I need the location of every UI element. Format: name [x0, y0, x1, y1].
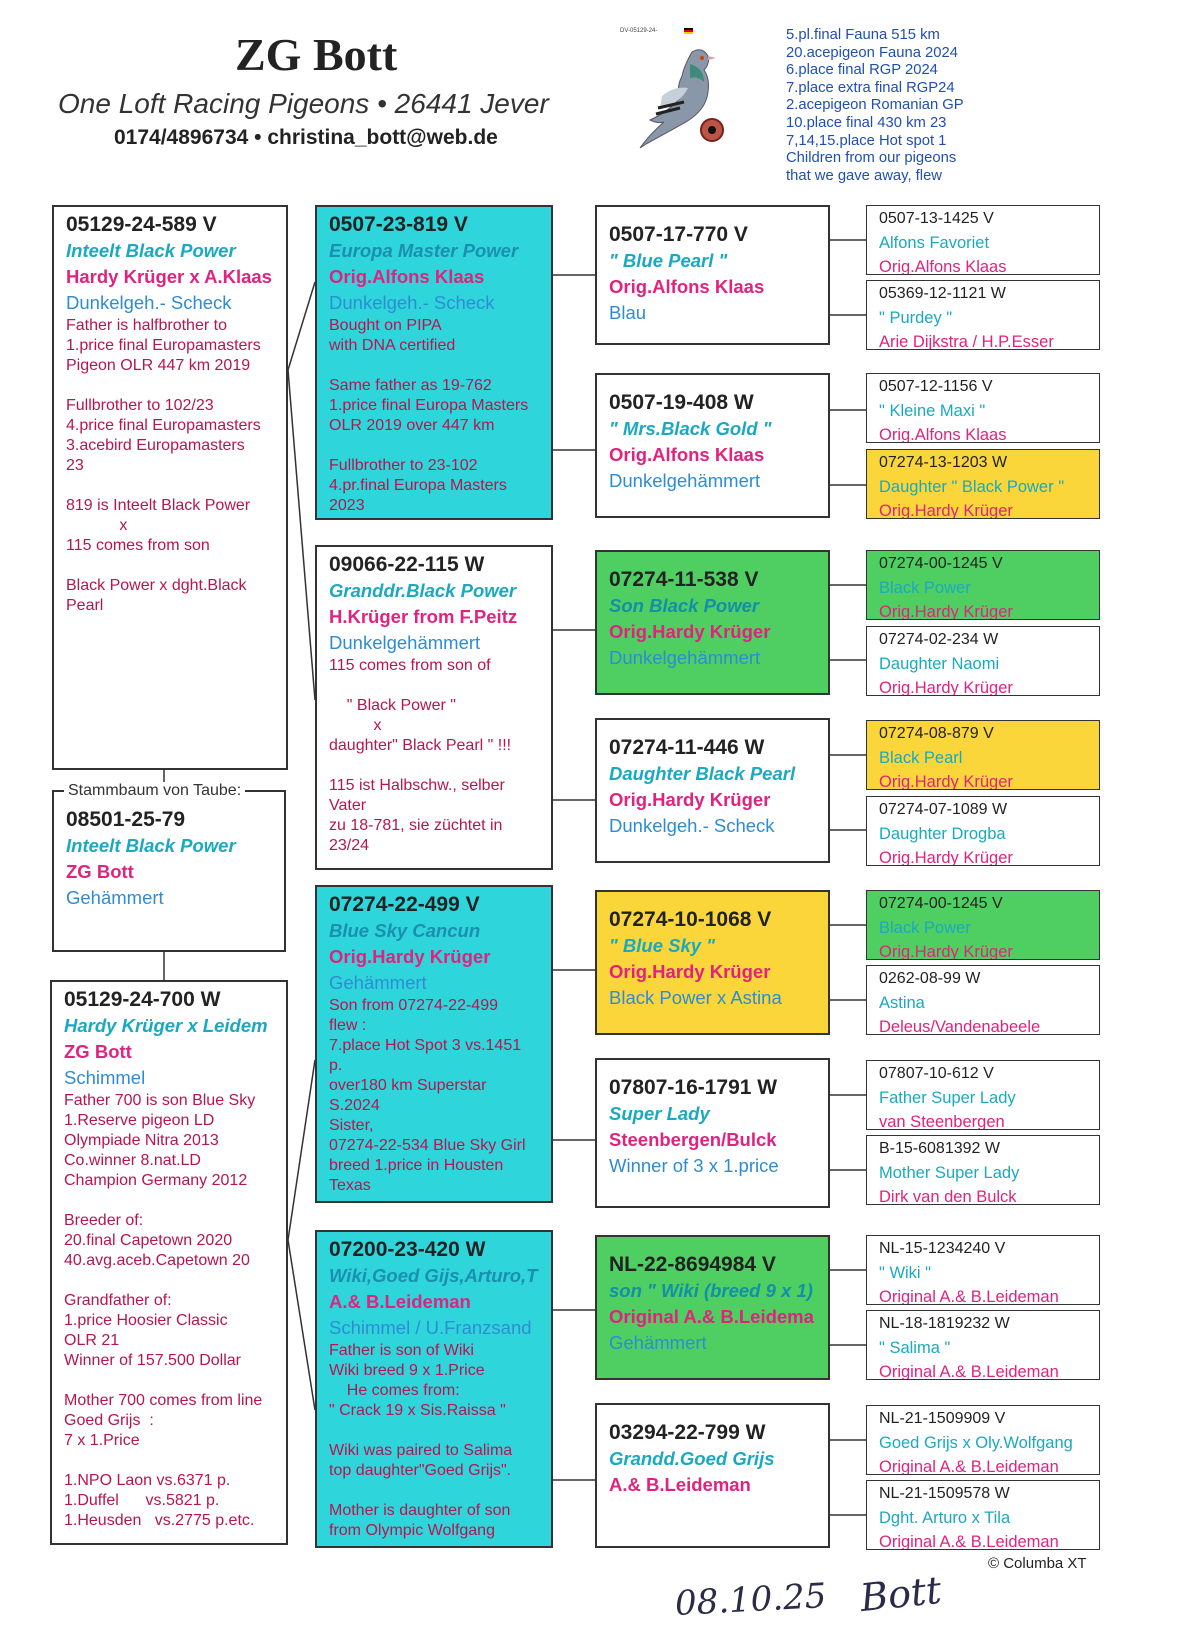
breeder: A.& B.Leideman — [329, 1291, 471, 1312]
pigeon-name: Son Black Power — [609, 595, 760, 616]
ring-number: NL-21-1509578 W — [879, 1485, 1010, 1502]
great-grandparent-card — [866, 373, 1100, 443]
great-grandparent-card — [866, 720, 1100, 790]
note-line: OLR 2019 over 447 km — [329, 417, 495, 434]
note-line: " Black Power " — [329, 697, 456, 714]
ring-number: 08501-25-79 — [66, 808, 186, 831]
ring-number: 03294-22-799 W — [609, 1421, 766, 1444]
note-line: Father 700 is son Blue Sky — [64, 1092, 256, 1109]
breeder: van Steenbergen — [879, 1113, 1005, 1130]
breeder: Orig.Alfons Klaas — [609, 276, 765, 297]
breeder: Original A.& B.Leideman — [879, 1458, 1059, 1475]
breeder: Original A.& B.Leideman — [879, 1288, 1059, 1305]
great-grandparent-card — [866, 890, 1100, 960]
breeder: Orig.Hardy Krüger — [609, 789, 771, 810]
pigeon-name: Daughter Naomi — [879, 655, 1000, 673]
note-line — [66, 556, 278, 576]
note-line: from Olympic Wolfgang — [329, 1522, 495, 1539]
breeder: Orig.Hardy Krüger — [879, 603, 1013, 620]
note-line: 1.price final Europamasters — [66, 337, 261, 354]
note-line: S.2024 — [329, 1097, 380, 1114]
breeder: Deleus/Vandenabeele — [879, 1018, 1041, 1035]
grandparent-card — [595, 205, 830, 345]
breeder: Orig.Alfons Klaas — [879, 258, 1007, 275]
ring-number: 07274-10-1068 V — [609, 908, 772, 931]
parent-card — [315, 205, 553, 520]
note-line: Fullbrother to 102/23 — [66, 397, 214, 414]
note-line: 23 — [66, 457, 84, 474]
breeder: Original A.& B.Leideman — [879, 1533, 1059, 1550]
great-grandparent-card — [866, 550, 1100, 620]
note-line: p. — [329, 1057, 343, 1074]
pigeon-name: Black Power — [879, 919, 971, 937]
note-line: zu 18-781, sie züchtet in — [329, 817, 503, 834]
breeder: Orig.Hardy Krüger — [879, 943, 1013, 960]
color: Black Power x Astina — [609, 987, 782, 1008]
note-line: Mother is daughter of son — [329, 1502, 511, 1519]
note-line: 3.acebird Europamasters — [66, 437, 245, 454]
pigeon-name: Daughter Black Pearl — [609, 763, 796, 784]
note-line: He comes from: — [329, 1382, 460, 1399]
note-line — [64, 1271, 278, 1291]
ring-number: 07200-23-420 W — [329, 1238, 486, 1261]
color: Gehämmert — [609, 1332, 707, 1353]
great-grandparent-card — [866, 796, 1100, 866]
note-line: Texas — [329, 1177, 371, 1194]
note-line: Black Power x dght.Black — [66, 577, 247, 594]
pigeon-name: " Blue Sky " — [609, 935, 715, 956]
note-line: 4.pr.final Europa Masters — [329, 477, 507, 494]
great-grandparent-card — [866, 1480, 1100, 1550]
note-line: Bought on PIPA — [329, 317, 442, 334]
note-line: OLR 21 — [64, 1332, 120, 1349]
great-grandparent-card — [866, 1060, 1100, 1130]
pigeon-name: Hardy Krüger x Leidem — [64, 1015, 268, 1036]
pigeon-name: Grandd.Goed Grijs — [609, 1448, 775, 1469]
pigeon-name: Father Super Lady — [879, 1089, 1016, 1107]
great-grandparent-card — [866, 1310, 1100, 1380]
grandparent-card — [595, 373, 830, 518]
breeder: Orig.Hardy Krüger — [879, 773, 1013, 790]
ring-number: 07274-13-1203 W — [879, 454, 1008, 471]
note-line: 23/24 — [329, 837, 370, 854]
achievement-item: 7,14,15.place Hot spot 1 — [786, 132, 947, 149]
pigeon-name: Alfons Favoriet — [879, 234, 990, 252]
pigeon-name: Granddr.Black Power — [329, 580, 517, 601]
grandparent-card — [595, 890, 830, 1035]
color: Schimmel — [64, 1067, 146, 1088]
parent-card — [315, 1230, 553, 1548]
note-line: 2023 — [329, 497, 365, 514]
pigeon-name: Daughter " Black Power " — [879, 478, 1065, 496]
color: Gehämmert — [329, 972, 427, 993]
ring-number: 07274-08-879 V — [879, 725, 994, 742]
breeder: Orig.Alfons Klaas — [609, 444, 765, 465]
breeder: ZG Bott — [66, 861, 134, 882]
breeder: Original A.& B.Leideman — [879, 1363, 1059, 1380]
note-line: 115 comes from son of — [329, 657, 491, 674]
note-line: 07274-22-534 Blue Sky Girl — [329, 1137, 526, 1154]
breeder: A.& B.Leideman — [609, 1474, 751, 1495]
note-line: Vater — [329, 797, 367, 814]
great-grandparent-card — [866, 626, 1100, 696]
subject-card — [52, 205, 288, 770]
note-line: over180 km Superstar — [329, 1077, 487, 1094]
pigeon-name: Blue Sky Cancun — [329, 920, 481, 941]
pigeon-name: " Mrs.Black Gold " — [609, 418, 772, 439]
ring-number: B-15-6081392 W — [879, 1140, 1000, 1157]
ring-number: 09066-22-115 W — [329, 553, 485, 576]
note-line — [329, 356, 543, 376]
pigeon-name: " Kleine Maxi " — [879, 402, 986, 420]
note-line: Winner of 157.500 Dollar — [64, 1352, 241, 1369]
note-line: Grandfather of: — [64, 1292, 172, 1309]
pigeon-name: Astina — [879, 994, 925, 1012]
breeder: Orig.Hardy Krüger — [879, 849, 1013, 866]
note-line — [329, 1421, 543, 1441]
pigeon-name: " Salima " — [879, 1339, 951, 1357]
note-line: 1.NPO Laon vs.6371 p. — [64, 1472, 231, 1489]
achievement-item: 10.place final 430 km 23 — [786, 114, 947, 131]
note-line: 115 ist Halbschw., selber — [329, 777, 505, 794]
ring-number: 0507-12-1156 V — [879, 378, 993, 395]
breeder: Orig.Hardy Krüger — [609, 961, 771, 982]
note-line: Pearl — [66, 597, 104, 614]
breeder: Orig.Hardy Krüger — [609, 621, 771, 642]
stammbaum-label: Stammbaum von Taube: — [64, 782, 245, 800]
note-line: 1.price Hoosier Classic — [64, 1312, 228, 1329]
ring-number: 07274-00-1245 V — [879, 895, 1003, 912]
grandparent-card — [595, 550, 830, 695]
great-grandparent-card — [866, 449, 1100, 519]
breeder: ZG Bott — [64, 1041, 132, 1062]
copyright: © Columba XT — [988, 1555, 1087, 1572]
great-grandparent-card — [866, 1135, 1100, 1205]
achievement-item: Children from our pigeons — [786, 150, 957, 167]
breeder: Orig.Alfons Klaas — [879, 426, 1007, 443]
breeder: Original A.& B.Leidema — [609, 1306, 814, 1327]
note-line: 115 comes from son — [66, 537, 210, 554]
note-line — [329, 436, 543, 456]
note-line — [329, 1481, 543, 1501]
pigeon-name: Black Pearl — [879, 749, 963, 767]
header-contact: 0174/4896734 • christina_bott@web.de — [114, 126, 498, 149]
color: Dunkelgeh.- Scheck — [329, 292, 495, 313]
breeder: Orig.Hardy Krüger — [329, 946, 491, 967]
note-line: " Crack 19 x Sis.Raissa " — [329, 1402, 506, 1419]
note-line — [64, 1191, 278, 1211]
pigeon-name: " Wiki " — [879, 1264, 932, 1282]
achievement-item: that we gave away, flew — [786, 167, 942, 184]
note-line: 1.price final Europa Masters — [329, 397, 529, 414]
note-line: Son from 07274-22-499 — [329, 997, 498, 1014]
color: Dunkelgehämmert — [329, 632, 481, 653]
note-line: x — [66, 517, 128, 534]
great-grandparent-card — [866, 1405, 1100, 1475]
note-line: Goed Grijs : — [64, 1412, 154, 1429]
photo-caption: DV-05129-24- — [620, 28, 658, 34]
note-line: Fullbrother to 23-102 — [329, 457, 478, 474]
note-line — [64, 1451, 278, 1471]
header-title: ZG Bott — [235, 29, 398, 80]
handwritten-date: 08.10.25 — [674, 1576, 828, 1624]
note-line: 7.place Hot Spot 3 vs.1451 — [329, 1037, 522, 1054]
breeder: H.Krüger from F.Peitz — [329, 606, 518, 627]
header-subtitle: One Loft Racing Pigeons • 26441 Jever — [58, 88, 549, 119]
ring-number: 0507-23-819 V — [329, 213, 468, 236]
color: Dunkelgeh.- Scheck — [66, 292, 232, 313]
note-line — [66, 376, 278, 396]
note-line: Breeder of: — [64, 1212, 144, 1229]
pigeon-name: Inteelt Black Power — [66, 835, 236, 856]
pigeon-name: Black Power — [879, 579, 971, 597]
grandparent-card — [595, 1403, 830, 1548]
note-line: Father is son of Wiki — [329, 1342, 474, 1359]
ring-number: 0507-17-770 V — [609, 223, 748, 246]
note-line: Pigeon OLR 447 km 2019 — [66, 357, 251, 374]
ring-number: 05129-24-700 W — [64, 988, 221, 1011]
achievement-item: 5.pl.final Fauna 515 km — [786, 27, 940, 43]
note-line: 7 x 1.Price — [64, 1432, 140, 1449]
grandparent-card — [595, 718, 830, 863]
ring-number: 0262-08-99 W — [879, 970, 981, 987]
note-line: Sister, — [329, 1117, 374, 1134]
note-line: Wiki was paired to Salima — [329, 1442, 513, 1459]
ring-number: NL-15-1234240 V — [879, 1240, 1006, 1257]
color: Blau — [609, 302, 647, 323]
note-line: daughter" Black Pearl " !!! — [329, 737, 512, 754]
ring-number: 07274-22-499 V — [329, 893, 480, 916]
color: Schimmel / U.Franzsand — [329, 1317, 532, 1338]
pigeon-name: " Blue Pearl " — [609, 250, 728, 271]
breeder: Hardy Krüger x A.Klaas — [66, 266, 272, 287]
breeder: Orig.Hardy Krüger — [879, 679, 1013, 696]
pigeon-name: " Purdey " — [879, 309, 953, 327]
ring-number: 05129-24-589 V — [66, 213, 217, 236]
signature: Bott — [857, 1567, 944, 1621]
parent-card — [315, 885, 553, 1203]
achievement-item: 20.acepigeon Fauna 2024 — [786, 44, 958, 61]
note-line: 819 is Inteelt Black Power — [66, 497, 251, 514]
great-grandparent-card — [866, 205, 1100, 275]
note-line: 1.Heusden vs.2775 p.etc. — [64, 1512, 255, 1529]
note-line: Champion Germany 2012 — [64, 1172, 248, 1189]
ring-number: NL-21-1509909 V — [879, 1410, 1006, 1427]
ring-number: 07807-16-1791 W — [609, 1076, 778, 1099]
pigeon-name: Daughter Drogba — [879, 825, 1006, 843]
note-line: top daughter"Goed Grijs". — [329, 1462, 512, 1479]
ring-number: 07274-00-1245 V — [879, 555, 1003, 572]
pigeon-name: Mother Super Lady — [879, 1164, 1020, 1182]
color: Dunkelgehämmert — [609, 647, 761, 668]
ring-number: 07274-11-446 W — [609, 736, 765, 759]
note-line: Same father as 19-762 — [329, 377, 492, 394]
note-line: 1.Reserve pigeon LD — [64, 1112, 215, 1129]
pigeon-name: Inteelt Black Power — [66, 240, 236, 261]
note-line: with DNA certified — [329, 337, 456, 354]
note-line: Co.winner 8.nat.LD — [64, 1152, 201, 1169]
note-line: 4.price final Europamasters — [66, 417, 261, 434]
note-line: x — [329, 717, 382, 734]
ring-number: 0507-19-408 W — [609, 391, 754, 414]
breeder: Dirk van den Bulck — [879, 1188, 1017, 1205]
note-line: 20.final Capetown 2020 — [64, 1232, 233, 1249]
achievement-item: 7.place extra final RGP24 — [786, 79, 955, 96]
note-line: 40.avg.aceb.Capetown 20 — [64, 1252, 250, 1269]
ring-number: 05369-12-1121 W — [879, 285, 1006, 302]
parent-card — [315, 545, 553, 870]
pigeon-name: Super Lady — [609, 1103, 710, 1124]
great-grandparent-card — [866, 965, 1100, 1035]
pigeon-name: Europa Master Power — [329, 240, 519, 261]
grandparent-card — [595, 1235, 830, 1380]
ring-number: NL-18-1819232 W — [879, 1315, 1010, 1332]
note-line: 1.Duffel vs.5821 p. — [64, 1492, 220, 1509]
breeder: Orig.Alfons Klaas — [329, 266, 485, 287]
note-line — [66, 476, 278, 496]
note-line — [64, 1371, 278, 1391]
pigeon-name: son " Wiki (breed 9 x 1) — [609, 1280, 813, 1301]
ring-number: NL-22-8694984 V — [609, 1253, 776, 1276]
color: Gehämmert — [66, 887, 164, 908]
ring-number: 07274-07-1089 W — [879, 801, 1008, 818]
stammbaum-card — [52, 790, 286, 952]
note-line: Olympiade Nitra 2013 — [64, 1132, 219, 1149]
great-grandparent-card — [866, 1235, 1100, 1305]
note-line — [329, 756, 543, 776]
ring-number: 0507-13-1425 V — [879, 210, 994, 227]
note-line: breed 1.price in Housten — [329, 1157, 504, 1174]
pigeon-name: Dght. Arturo x Tila — [879, 1509, 1011, 1527]
color: Dunkelgehämmert — [609, 470, 761, 491]
note-line: Wiki breed 9 x 1.Price — [329, 1362, 485, 1379]
ring-number: 07274-02-234 W — [879, 631, 999, 648]
note-line: Father is halfbrother to — [66, 317, 227, 334]
note-line: Mother 700 comes from line — [64, 1392, 263, 1409]
color: Winner of 3 x 1.price — [609, 1155, 779, 1176]
ring-number: 07274-11-538 V — [609, 568, 759, 591]
note-line: flew : — [329, 1017, 367, 1034]
color: Dunkelgeh.- Scheck — [609, 815, 775, 836]
achievement-item: 2.acepigeon Romanian GP — [786, 97, 964, 114]
breeder: Orig.Hardy Krüger — [879, 502, 1013, 519]
grandparent-card — [595, 1058, 830, 1208]
pigeon-name: Wiki,Goed Gijs,Arturo,T — [329, 1265, 538, 1286]
ring-number: 07807-10-612 V — [879, 1065, 994, 1082]
achievement-item: 6.place final RGP 2024 — [786, 62, 938, 79]
breeder: Steenbergen/Bulck — [609, 1129, 777, 1150]
dam-card — [50, 980, 288, 1545]
breeder: Arie Dijkstra / H.P.Esser — [879, 333, 1054, 350]
great-grandparent-card — [866, 280, 1100, 350]
pigeon-name: Goed Grijs x Oly.Wolfgang — [879, 1434, 1073, 1452]
note-line — [329, 676, 543, 696]
